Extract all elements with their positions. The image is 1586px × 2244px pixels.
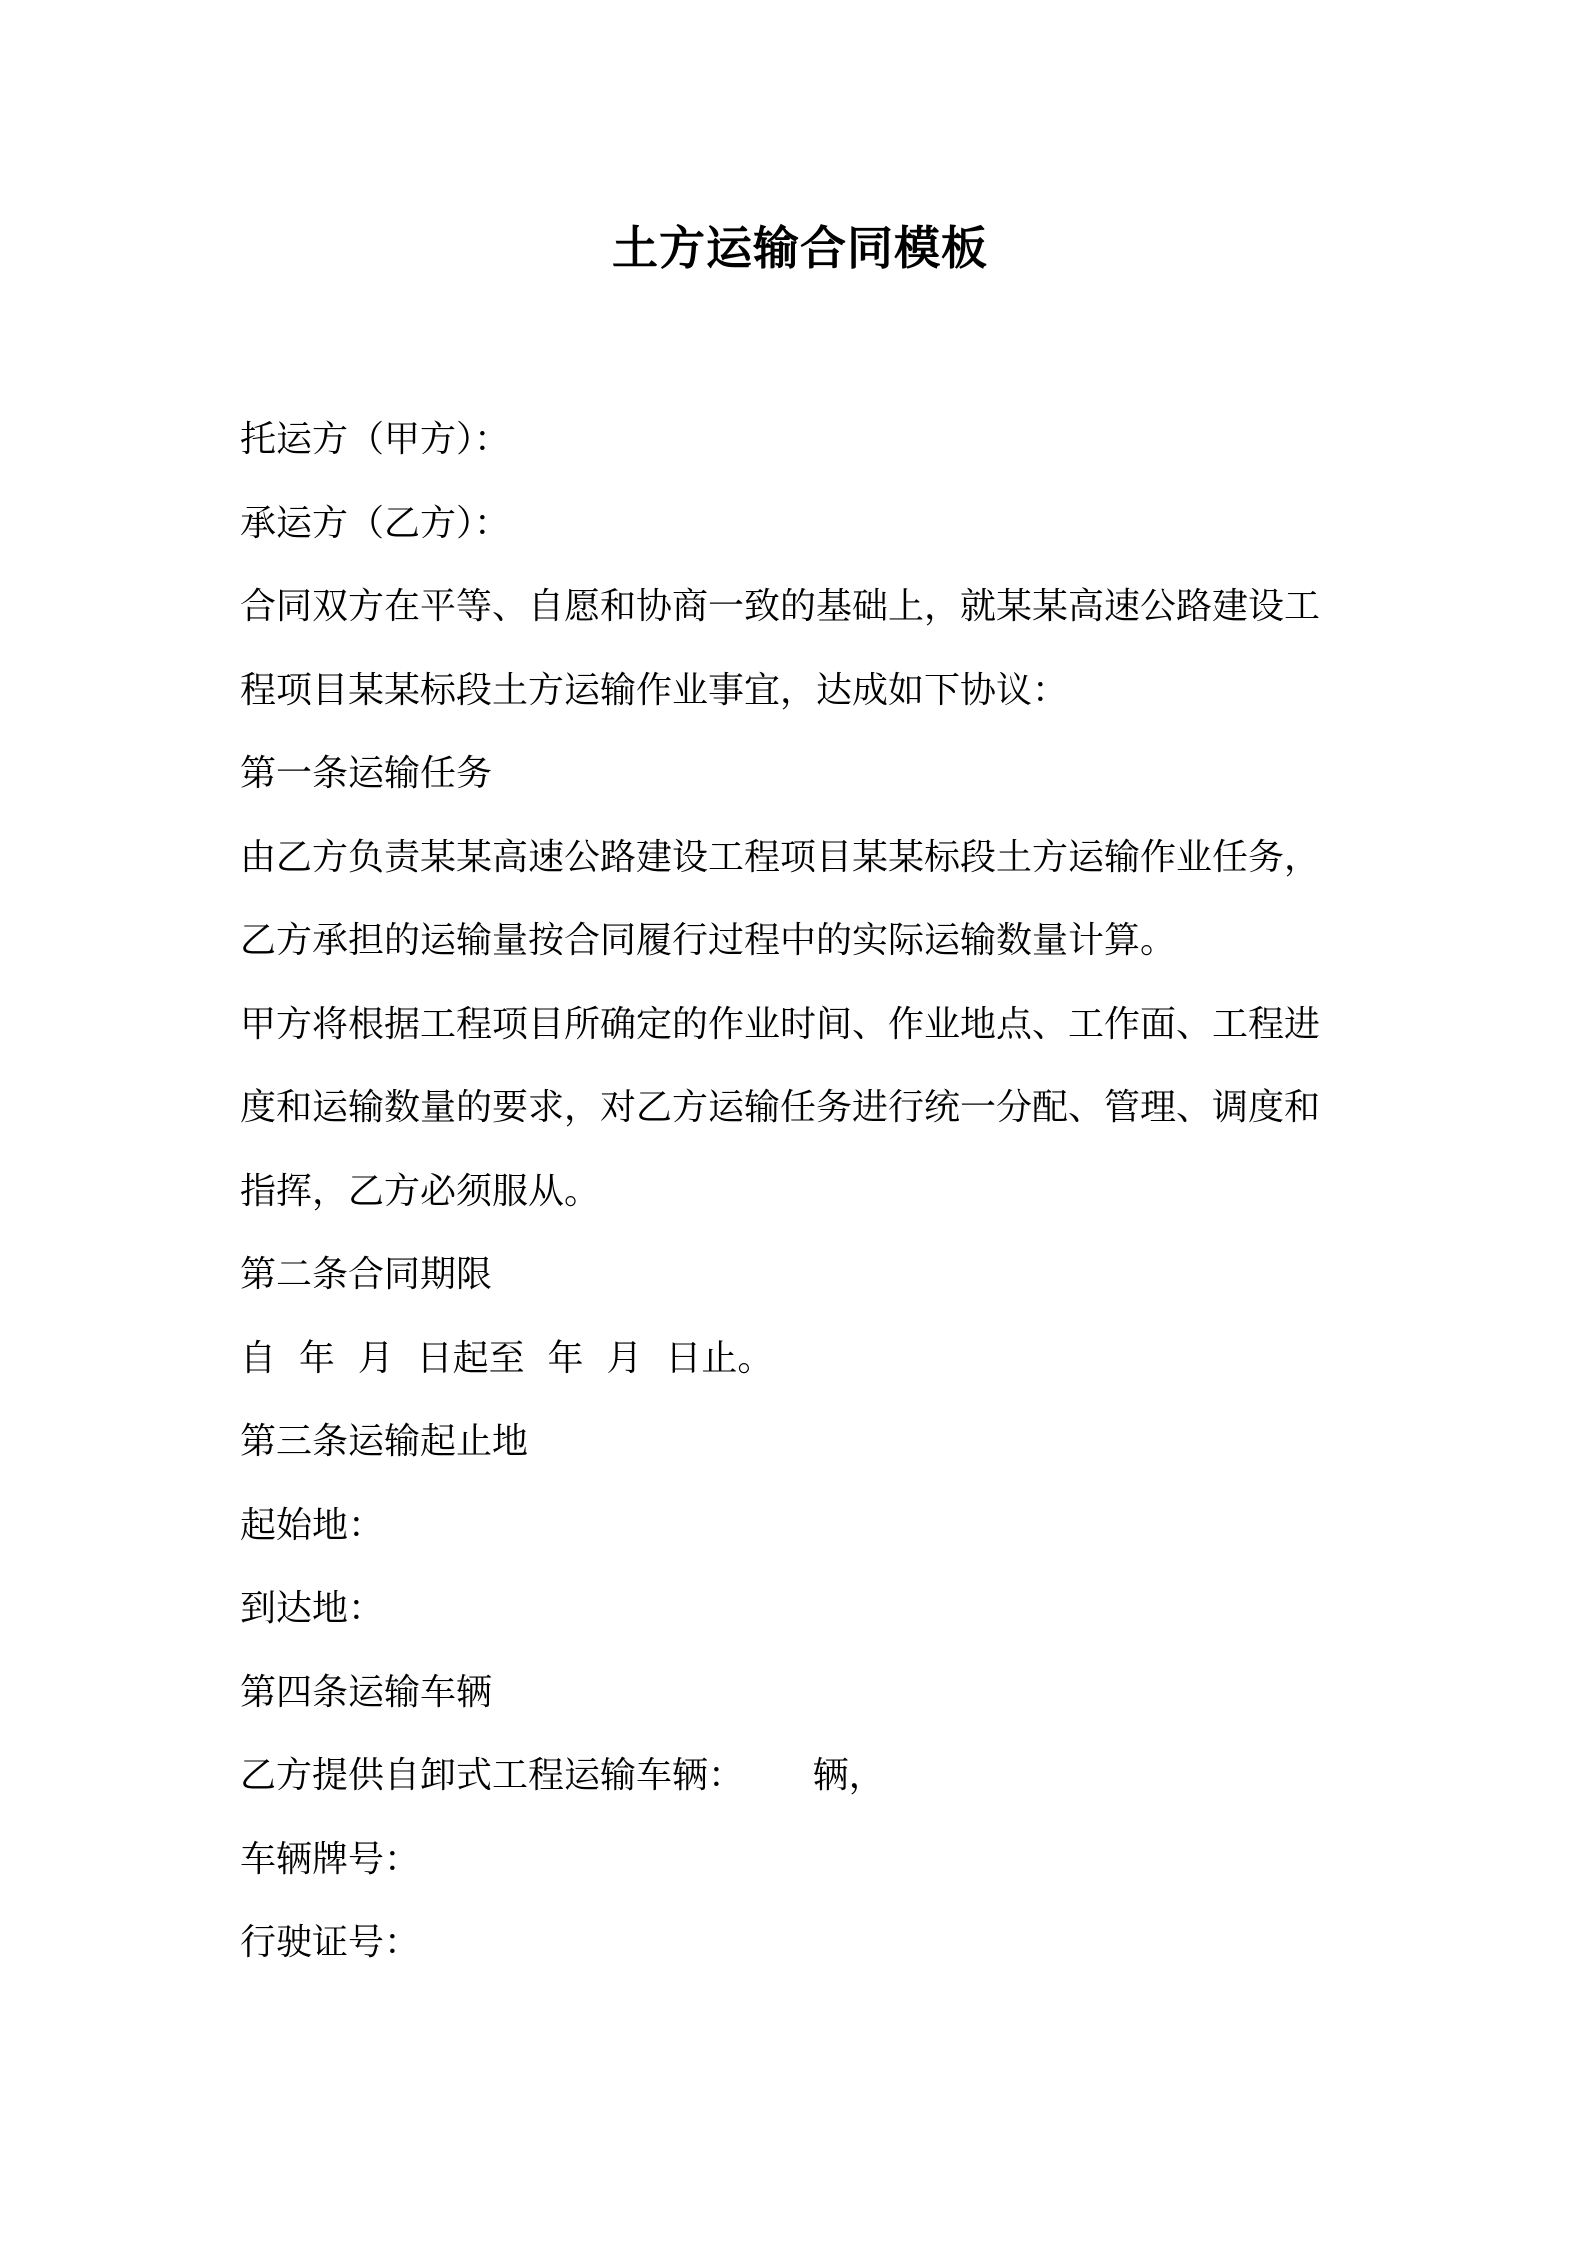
license-number-line: 行驶证号： [240,1922,421,1963]
article-2-term-line: 自 年 月 日起至 年 月 日止。 [240,1337,774,1379]
origin-line: 起始地： [240,1504,385,1546]
party-b-line: 承运方（乙方）： [240,502,511,544]
article-1-heading: 第一条运输任务 [240,753,493,794]
article-1-line-4: 度和运输数量的要求，对乙方运输任务进行统一分配、管理、调度和 [240,1087,1321,1128]
article-2-heading: 第二条合同期限 [240,1254,493,1295]
vehicle-count-line: 乙方提供自卸式工程运输车辆： 辆， [240,1755,885,1796]
article-1-line-3: 甲方将根据工程项目所确定的作业时间、作业地点、工作面、工程进 [240,1003,1321,1045]
article-1-line-2: 乙方承担的运输量按合同履行过程中的实际运输数量计算。 [240,920,1177,961]
document-title: 土方运输合同模板 [612,221,988,275]
article-1-line-1: 由乙方负责某某高速公路建设工程项目某某标段土方运输作业任务， [240,836,1321,878]
preamble-line-2: 程项目某某标段土方运输作业事宜，达成如下协议： [240,669,1069,711]
document-body [240,398,1370,1985]
destination-line: 到达地： [240,1588,385,1629]
plate-number-line: 车辆牌号： [240,1838,421,1880]
article-3-heading: 第三条运输起止地 [240,1421,529,1462]
article-4-heading: 第四条运输车辆 [240,1671,493,1713]
article-1-line-5: 指挥，乙方必须服从。 [240,1170,601,1212]
preamble-line-1: 合同双方在平等、自愿和协商一致的基础上，就某某高速公路建设工 [240,586,1321,627]
party-a-line: 托运方（甲方）： [240,419,511,460]
